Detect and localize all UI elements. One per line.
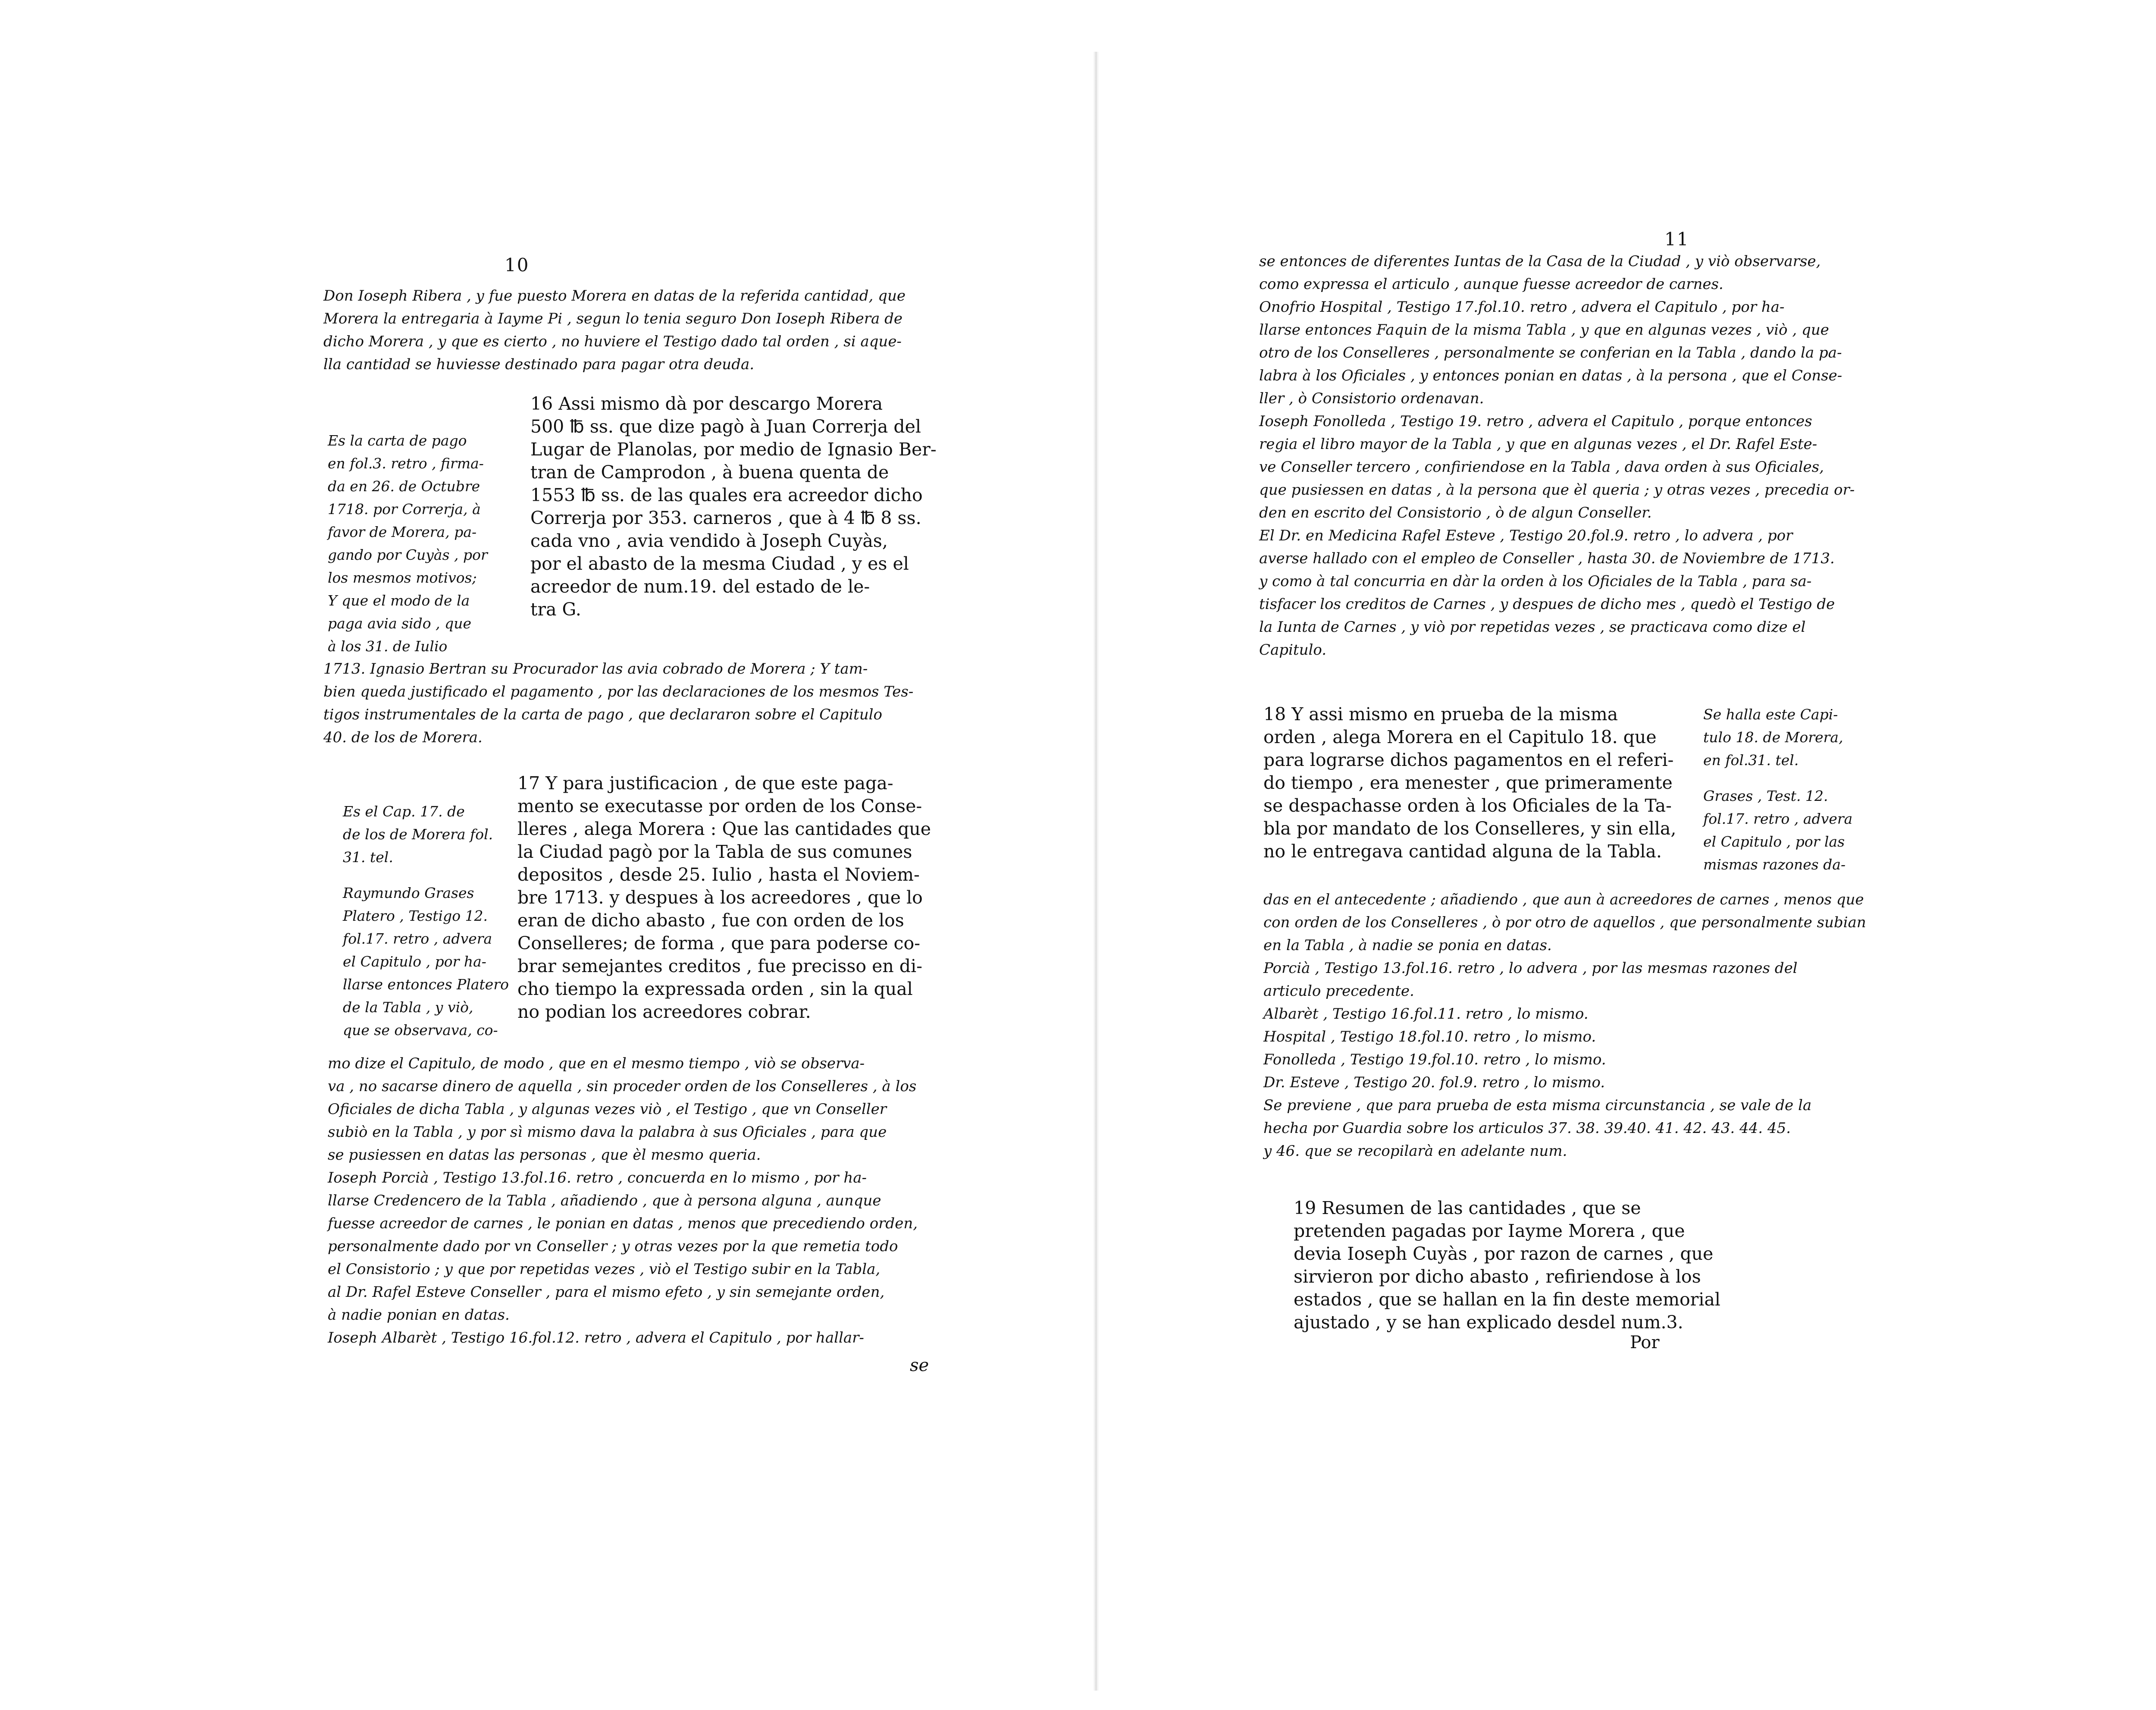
- text-line: Lugar de Planolas, por medio de Ignasio Ber-: [530, 439, 937, 460]
- text-line: como expressa el articulo , aunque fuesse acreedor de carnes.: [1259, 276, 1724, 293]
- text-line: hecha por Guardia sobre los articulos 37. 38. 39.40. 41. 42. 43. 44. 45.: [1263, 1120, 1791, 1137]
- catchword: se: [910, 1355, 929, 1375]
- text-line: el Capitulo , por ha-: [343, 953, 486, 970]
- page-number: 11: [1664, 229, 1689, 250]
- text-line: brar semejantes creditos , fue precisso en di-: [517, 956, 922, 976]
- text-line: y 46. que se recopilarà en adelante num.: [1263, 1142, 1567, 1160]
- text-line: à los 31. de Iulio: [328, 638, 448, 655]
- text-line: no podian los acreedores cobrar.: [517, 1001, 811, 1022]
- text-line: los mesmos motivos;: [328, 569, 477, 586]
- text-line: dicho Morera , y que es cierto , no huviere el Testigo dado tal orden , si aque-: [323, 333, 902, 350]
- text-line: Morera la entregaria à Iayme Pi , segun lo tenia seguro Don Ioseph Ribera de: [323, 310, 903, 327]
- text-line: tran de Camprodon , à buena quenta de: [530, 462, 889, 483]
- text-line: tigos instrumentales de la carta de pago , que declararon sobre el Capitulo: [323, 706, 882, 723]
- text-line: bien queda justificado el pagamento , por las declaraciones de los mesmos Tes-: [323, 683, 914, 700]
- text-line: Se halla este Capi-: [1703, 706, 1838, 723]
- paragraph-18-continued: [1263, 888, 1927, 1163]
- text-line: [343, 869, 515, 882]
- text-line: 1713. Ignasio Bertran su Procurador las avia cobrado de Morera ; Y tam-: [323, 660, 868, 678]
- text-line: personalmente dado por vn Conseller ; y otras vezes por la que remetia todo: [328, 1238, 898, 1255]
- text-line: en la Tabla , à nadie se ponia en datas.: [1263, 937, 1552, 954]
- page-gutter: [1093, 52, 1099, 1691]
- paragraph-19: [1294, 1197, 1725, 1334]
- text-line: subiò en la Tabla , y por sì mismo dava la palabra à sus Oficiales , para que: [328, 1123, 887, 1141]
- text-line: eran de dicho abasto , fue con orden de los: [517, 910, 904, 931]
- text-line: lla cantidad se huviesse destinado para pagar otra deuda.: [323, 356, 755, 373]
- text-line: labra à los Oficiales , y entonces ponian en datas , à la persona , que el Conse-: [1259, 367, 1843, 384]
- text-line: den en escrito del Consistorio , ò de algun Conseller.: [1259, 504, 1652, 521]
- paragraph-16-continued: [323, 658, 949, 749]
- text-line: se pusiessen en datas las personas , que èl mesmo queria.: [328, 1146, 761, 1164]
- text-line: mento se executasse por orden de los Conse-: [517, 796, 922, 816]
- text-line: ller , ò Consistorio ordenavan.: [1259, 390, 1484, 407]
- paragraph-18: [1263, 703, 1695, 863]
- text-line: regia el libro mayor de la Tabla , y que en algunas vezes , el Dr. Rafel Este-: [1259, 436, 1818, 453]
- top-block: [1259, 250, 1923, 662]
- text-line: Correrja por 353. carneros , que à 4 ℔ 8 ss.: [530, 508, 921, 528]
- text-line: Es la carta de pago: [328, 432, 467, 449]
- text-line: 31. tel.: [343, 849, 393, 866]
- text-line: El Dr. en Medicina Rafel Esteve , Testigo 20.fol.9. retro , lo advera , por: [1259, 527, 1793, 544]
- text-line: Conselleres; de forma , que para poderse co-: [517, 933, 921, 954]
- margin-note-18: [1703, 703, 1919, 876]
- text-line: do tiempo , era menester , que primeramente: [1263, 772, 1673, 793]
- text-line: pretenden pagadas por Iayme Morera , que: [1294, 1221, 1685, 1241]
- text-line: 1553 ℔ ss. de las quales era acreedor dicho: [530, 485, 923, 505]
- text-line: y como à tal concurria en dàr la orden à los Oficiales de la Tabla , para sa-: [1259, 573, 1812, 590]
- text-line: la Iunta de Carnes , y viò por repetidas vezes , se practicava como dize el: [1259, 618, 1806, 636]
- text-line: tisfacer los creditos de Carnes , y despues de dicho mes , quedò el Testigo de: [1259, 596, 1835, 613]
- text-line: Es el Cap. 17. de: [343, 803, 465, 820]
- text-line: fol.17. retro , advera: [1703, 810, 1853, 827]
- text-line: Capitulo.: [1259, 641, 1327, 659]
- paragraph-16: [530, 392, 949, 621]
- text-line: Dr. Esteve , Testigo 20. fol.9. retro , lo mismo.: [1263, 1074, 1605, 1091]
- text-line: da en 26. de Octubre: [328, 478, 480, 495]
- text-line: tulo 18. de Morera,: [1703, 729, 1843, 746]
- text-line: Raymundo Grases: [343, 885, 474, 901]
- text-line: Don Ioseph Ribera , y fue puesto Morera en datas de la referida cantidad, que: [323, 287, 906, 304]
- text-line: bla por mandato de los Conselleres, y sin ella,: [1263, 818, 1677, 839]
- text-line: de la Tabla , y viò,: [343, 999, 473, 1016]
- text-line: la Ciudad pagò por la Tabla de sus comunes: [517, 841, 912, 862]
- text-line: Y que el modo de la: [328, 592, 470, 609]
- right-page: [1100, 0, 2156, 1710]
- text-line: fol.17. retro , advera: [343, 930, 492, 947]
- text-line: lleres , alega Morera : Que las cantidades que: [517, 819, 931, 839]
- text-line: Ioseph Porcià , Testigo 13.fol.16. retro , concuerda en lo mismo , por ha-: [328, 1169, 867, 1186]
- text-line: cho tiempo la expressada orden , sin la qual: [517, 979, 913, 999]
- text-line: Albarèt , Testigo 16.fol.11. retro , lo mismo.: [1263, 1005, 1589, 1023]
- text-line: 19 Resumen de las cantidades , que se: [1294, 1198, 1641, 1218]
- text-line: al Dr. Rafel Esteve Conseller , para el mismo efeto , y sin semejante orden,: [328, 1283, 885, 1301]
- text-line: Ioseph Albarèt , Testigo 16.fol.12. retro , advera el Capitulo , por hallar-: [328, 1329, 864, 1346]
- text-line: das en el antecedente ; añadiendo , que aun à acreedores de carnes , menos que: [1263, 891, 1864, 908]
- text-line: va , no sacarse dinero de aquella , sin proceder orden de los Conselleres , à los: [328, 1078, 917, 1095]
- text-line: de los de Morera fol.: [343, 826, 493, 843]
- text-line: favor de Morera, pa-: [328, 524, 477, 540]
- text-line: à nadie ponian en datas.: [328, 1306, 510, 1324]
- text-line: se despachasse orden à los Oficiales de la Ta-: [1263, 795, 1672, 816]
- text-line: bre 1713. y despues à los acreedores , que lo: [517, 887, 923, 908]
- text-line: para lograrse dichos pagamentos en el referi-: [1263, 750, 1674, 770]
- text-line: el Capitulo , por las: [1703, 833, 1845, 850]
- text-line: sirvieron por dicho abasto , refiriendose à los: [1294, 1266, 1701, 1287]
- text-line: 500 ℔ ss. que dize pagò à Juan Correrja del: [530, 416, 921, 437]
- margin-note-16: [328, 429, 522, 658]
- text-line: orden , alega Morera en el Capitulo 18. que: [1263, 727, 1657, 747]
- text-line: [1703, 772, 1919, 784]
- text-line: llarse entonces Faquin de la misma Tabla , y que en algunas vezes , viò , que: [1259, 321, 1829, 339]
- text-line: articulo precedente.: [1263, 982, 1414, 1000]
- text-line: por el abasto de la mesma Ciudad , y es el: [530, 553, 909, 574]
- text-line: Grases , Test. 12.: [1703, 788, 1828, 804]
- text-line: Platero , Testigo 12.: [343, 907, 488, 924]
- text-line: tra G.: [530, 599, 581, 620]
- text-line: Fonolleda , Testigo 19.fol.10. retro , lo mismo.: [1263, 1051, 1606, 1068]
- text-line: acreedor de num.19. del estado de le-: [530, 576, 870, 597]
- text-line: paga avia sido , que: [328, 615, 471, 632]
- text-line: ve Conseller tercero , confiriendose en la Tabla , dava orden à sus Oficiales,: [1259, 458, 1824, 476]
- text-line: 40. de los de Morera.: [323, 729, 483, 746]
- text-line: otro de los Conselleres , personalmente se conferian en la Tabla , dando la pa-: [1259, 344, 1842, 361]
- text-line: mismas razones da-: [1703, 856, 1846, 873]
- text-line: 16 Assi mismo dà por descargo Morera: [530, 393, 883, 414]
- text-line: Oficiales de dicha Tabla , y algunas vezes viò , el Testigo , que vn Conseller: [328, 1101, 887, 1118]
- text-line: averse hallado con el empleo de Conseller , hasta 30. de Noviembre de 1713.: [1259, 550, 1835, 567]
- text-line: en fol.3. retro , firma-: [328, 455, 484, 472]
- text-line: ajustado , y se han explicado desdel num.3.: [1294, 1312, 1683, 1333]
- text-line: llarse entonces Platero: [343, 976, 509, 993]
- page-number: 10: [505, 254, 530, 276]
- text-line: 1718. por Correrja, à: [328, 501, 481, 518]
- text-line: llarse Credencero de la Tabla , añadiendo , que à persona alguna , aunque: [328, 1192, 881, 1209]
- text-line: 17 Y para justificacion , de que este paga-: [517, 773, 893, 794]
- margin-note-17: [343, 800, 515, 1042]
- text-line: estados , que se hallan en la fin deste memorial: [1294, 1289, 1720, 1310]
- text-line: gando por Cuyàs , por: [328, 546, 488, 563]
- text-line: devia Ioseph Cuyàs , por razon de carnes , que: [1294, 1243, 1714, 1264]
- text-line: Porcià , Testigo 13.fol.16. retro , lo advera , por las mesmas razones del: [1263, 960, 1798, 977]
- text-line: 18 Y assi mismo en prueba de la misma: [1263, 704, 1618, 725]
- text-line: depositos , desde 25. Iulio , hasta el Noviem-: [517, 864, 920, 885]
- text-line: mo dize el Capitulo, de modo , que en el mesmo tiempo , viò se observa-: [328, 1055, 865, 1072]
- text-line: se entonces de diferentes Iuntas de la Casa de la Ciudad , y viò observarse,: [1259, 253, 1821, 270]
- text-line: Onofrio Hospital , Testigo 17.fol.10. retro , advera el Capitulo , por ha-: [1259, 298, 1785, 316]
- text-line: el Consistorio ; y que por repetidas vezes , viò el Testigo subir en la Tabla,: [328, 1261, 881, 1278]
- text-line: no le entregava cantidad alguna de la Tabla.: [1263, 841, 1662, 862]
- text-line: con orden de los Conselleres , ò por otro de aquellos , que personalmente subian: [1263, 914, 1866, 931]
- text-line: que pusiessen en datas , à la persona que èl queria ; y otras vezes , precedia or-: [1259, 481, 1855, 499]
- paragraph-17-continued: [328, 1052, 953, 1349]
- text-line: en fol.31. tel.: [1703, 752, 1799, 769]
- text-line: Hospital , Testigo 18.fol.10. retro , lo mismo.: [1263, 1028, 1596, 1045]
- text-line: cada vno , avia vendido à Joseph Cuyàs,: [530, 530, 888, 551]
- text-line: que se observava, co-: [343, 1022, 498, 1039]
- text-line: fuesse acreedor de carnes , le ponian en datas , menos que precediendo orden,: [328, 1215, 918, 1232]
- catchword: Por: [1630, 1333, 1660, 1352]
- text-line: Se previene , que para prueba de esta misma circunstancia , se vale de la: [1263, 1097, 1812, 1114]
- paragraph-17: [517, 772, 949, 1023]
- top-block: [323, 285, 944, 376]
- text-line: Ioseph Fonolleda , Testigo 19. retro , advera el Capitulo , porque entonces: [1259, 413, 1812, 430]
